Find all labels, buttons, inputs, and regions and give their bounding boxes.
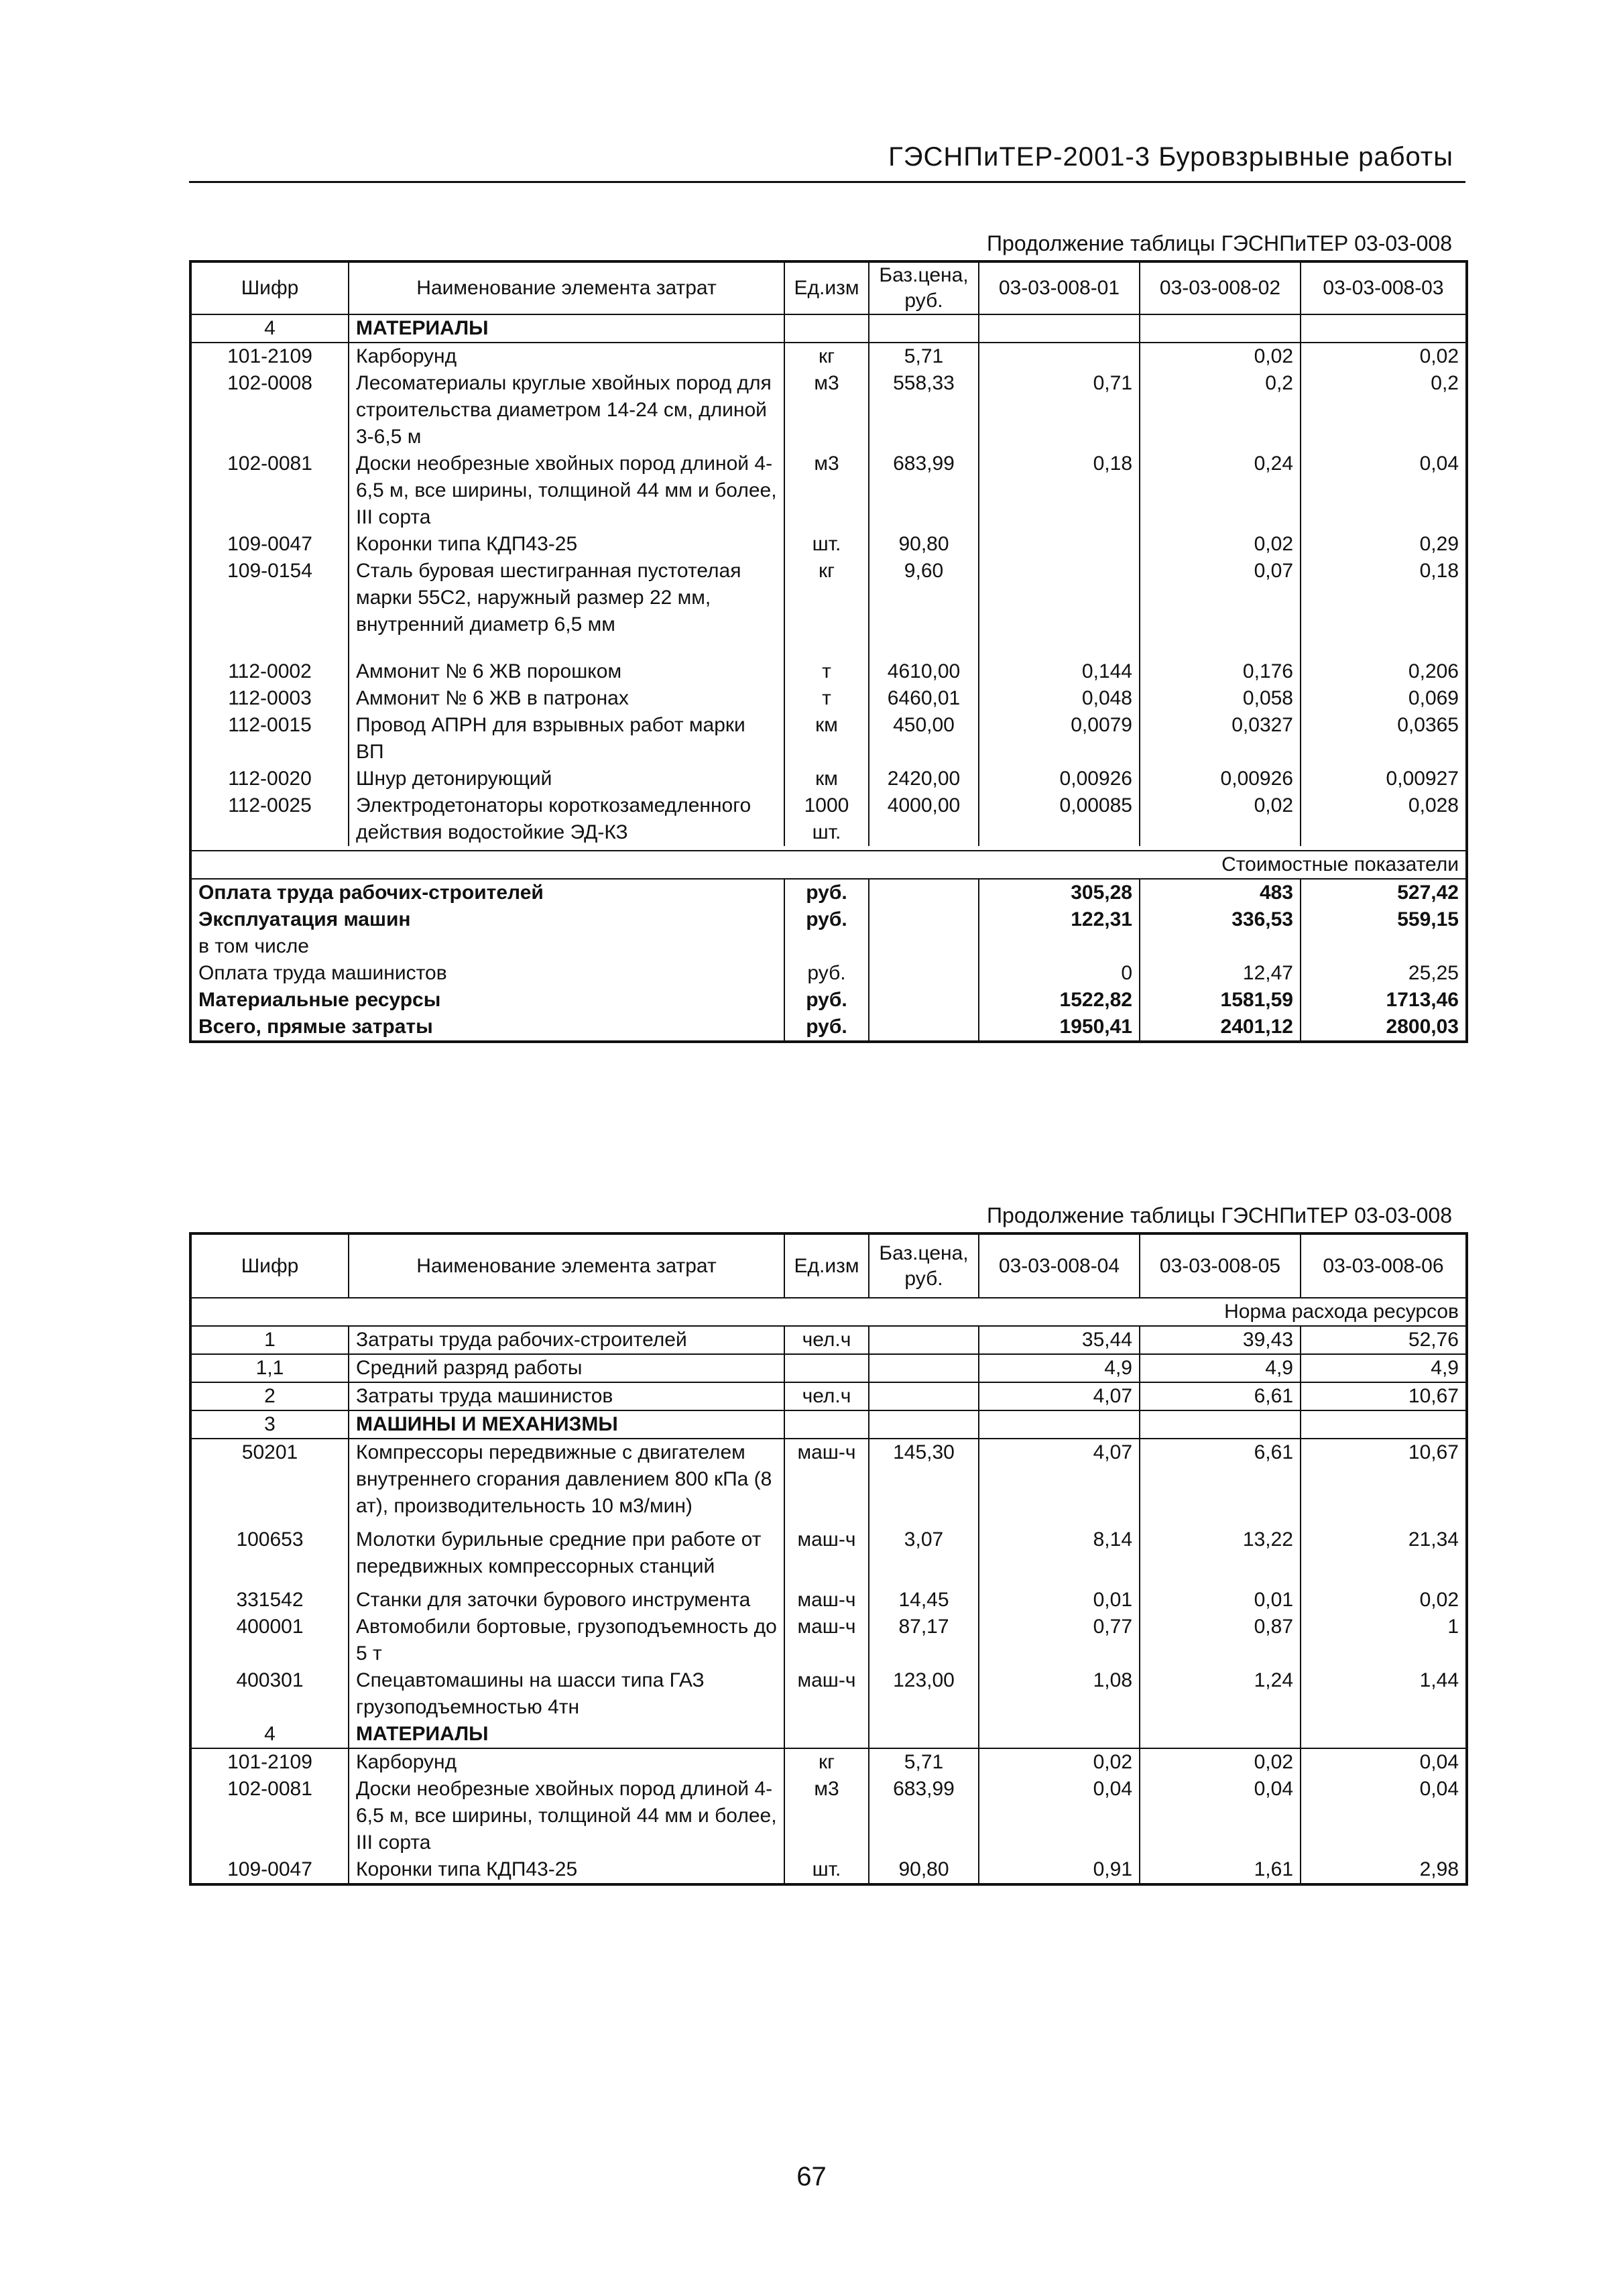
row-name: Компрессоры передвижные с двигателем внутреннего сгорания давлением 800 кПа (8 ат), производительность 10 м3/мин) xyxy=(349,1439,784,1520)
summary-unit: руб. xyxy=(784,987,869,1014)
row-price: 4000,00 xyxy=(869,792,979,846)
row-unit: 1000 шт. xyxy=(784,792,869,846)
col-header-variant-6: 03-03-008-06 xyxy=(1301,1233,1467,1298)
row-value-1: 4,07 xyxy=(979,1439,1140,1520)
row-price: 90,80 xyxy=(869,1856,979,1884)
material-row xyxy=(190,558,1467,638)
col-header-variant-2: 03-03-008-02 xyxy=(1140,261,1301,314)
row-code: 101-2109 xyxy=(227,1751,312,1773)
row-name: Коронки типа КДП43-25 xyxy=(349,531,784,558)
row-code: 102-0081 xyxy=(227,1778,312,1800)
summary-value-2: 2401,12 xyxy=(1140,1014,1301,1042)
row-price: 5,71 xyxy=(869,1748,979,1776)
row-value-3: 0,2 xyxy=(1431,372,1459,394)
row-price: 558,33 xyxy=(869,370,979,450)
row-price: 87,17 xyxy=(869,1614,979,1667)
row-value-1: 0,02 xyxy=(979,1748,1140,1776)
col-header-variant-4: 03-03-008-04 xyxy=(979,1233,1140,1298)
row-value-2: 0,02 xyxy=(1140,1748,1301,1776)
row-value-3: 10,67 xyxy=(1301,1382,1467,1410)
cost-summary-row xyxy=(190,879,1467,906)
row-price xyxy=(869,1382,979,1410)
row-value-1: 1,08 xyxy=(979,1667,1140,1721)
summary-price xyxy=(869,960,979,987)
row-unit: м3 xyxy=(784,450,869,531)
material-row xyxy=(190,531,1467,558)
row-code: 1,1 xyxy=(190,1354,349,1382)
summary-value-2 xyxy=(1140,933,1301,960)
summary-value-2: 336,53 xyxy=(1140,906,1301,933)
machine-row xyxy=(190,1614,1467,1667)
norm-band-row xyxy=(190,1298,1467,1326)
row-value-2: 13,22 xyxy=(1140,1526,1301,1580)
row-unit: кг xyxy=(784,558,869,638)
material-row xyxy=(190,766,1467,792)
row-value-2: 0,2 xyxy=(1140,370,1301,450)
row-value-2: 0,24 xyxy=(1140,450,1301,531)
row-value-3: 2,98 xyxy=(1419,1858,1459,1880)
row-value-3: 0,069 xyxy=(1408,687,1459,709)
summary-unit: руб. xyxy=(784,1014,869,1042)
row-unit: м3 xyxy=(784,370,869,450)
row-name: Затраты труда рабочих-строителей xyxy=(349,1326,784,1354)
row-value-2: 0,01 xyxy=(1140,1587,1301,1614)
row-code: 400301 xyxy=(236,1669,304,1691)
row-value-3: 0,18 xyxy=(1419,560,1459,582)
row-code: 109-0047 xyxy=(227,533,312,555)
row-price: 14,45 xyxy=(869,1587,979,1614)
row-code: 102-0008 xyxy=(227,372,312,394)
row-value-1: 0,048 xyxy=(979,685,1140,712)
material-row xyxy=(190,1856,1467,1884)
row-value-1: 0,91 xyxy=(979,1856,1140,1884)
spacer-row xyxy=(190,1520,1467,1526)
summary-value-3: 1713,46 xyxy=(1386,989,1459,1011)
summary-label: Всего, прямые затраты xyxy=(190,1014,784,1042)
row-value-1: 0,00085 xyxy=(979,792,1140,846)
row-code: 1 xyxy=(190,1326,349,1354)
norm-band-label: Норма расхода ресурсов xyxy=(190,1298,1467,1326)
row-value-2: 0,058 xyxy=(1140,685,1301,712)
resource-table-1 xyxy=(189,260,1468,1043)
summary-value-1: 0 xyxy=(979,960,1140,987)
row-name: Аммонит № 6 ЖВ в патронах xyxy=(349,685,784,712)
row-value-2: 0,0327 xyxy=(1140,712,1301,766)
summary-label: в том числе xyxy=(190,933,784,960)
machine-row xyxy=(190,1526,1467,1580)
section-title: МАТЕРИАЛЫ xyxy=(349,1721,784,1748)
row-unit: км xyxy=(784,712,869,766)
row-price: 2420,00 xyxy=(869,766,979,792)
row-unit: т xyxy=(784,685,869,712)
row-name: Электродетонаторы короткозамедленного действия водостойкие ЭД-КЗ xyxy=(349,792,784,846)
section-row-machines xyxy=(190,1410,1467,1439)
row-price: 123,00 xyxy=(869,1667,979,1721)
row-value-1: 0,144 xyxy=(979,658,1140,685)
row-name: Автомобили бортовые, грузоподъемность до 5 т xyxy=(349,1614,784,1667)
row-value-1: 0,00926 xyxy=(979,766,1140,792)
row-code: 109-0047 xyxy=(227,1858,312,1880)
row-name: Провод АПРН для взрывных работ марки ВП xyxy=(349,712,784,766)
summary-price xyxy=(869,933,979,960)
summary-value-3: 2800,03 xyxy=(1386,1016,1459,1038)
row-value-1 xyxy=(979,531,1140,558)
row-name: Шнур детонирующий xyxy=(349,766,784,792)
row-unit: маш-ч xyxy=(784,1526,869,1580)
cost-band-row xyxy=(190,851,1467,879)
header-rule xyxy=(189,181,1465,183)
row-unit: шт. xyxy=(784,1856,869,1884)
table1-header-row xyxy=(190,261,1467,314)
cost-summary-row xyxy=(190,1014,1467,1042)
cost-summary-row xyxy=(190,987,1467,1014)
col-header-variant-3: 03-03-008-03 xyxy=(1301,261,1467,314)
row-value-3: 1,44 xyxy=(1419,1669,1459,1691)
row-value-2: 0,02 xyxy=(1140,792,1301,846)
section-title: МАТЕРИАЛЫ xyxy=(349,314,784,343)
row-unit xyxy=(784,1354,869,1382)
material-row xyxy=(190,792,1467,846)
row-value-1: 0,77 xyxy=(979,1614,1140,1667)
material-row xyxy=(190,370,1467,450)
row-name: Карборунд xyxy=(349,1748,784,1776)
row-unit: км xyxy=(784,766,869,792)
row-name: Коронки типа КДП43-25 xyxy=(349,1856,784,1884)
row-value-1: 0,0079 xyxy=(979,712,1140,766)
row-value-1: 0,01 xyxy=(979,1587,1140,1614)
material-row xyxy=(190,1776,1467,1856)
page-number: 67 xyxy=(796,2162,827,2191)
summary-value-1: 1522,82 xyxy=(979,987,1140,1014)
row-price: 9,60 xyxy=(869,558,979,638)
summary-label: Материальные ресурсы xyxy=(190,987,784,1014)
col-header-code: Шифр xyxy=(190,261,349,314)
row-price: 145,30 xyxy=(869,1439,979,1520)
row-name: Сталь буровая шестигранная пустотелая марки 55С2, наружный размер 22 мм, внутренний диаметр 6,5 мм xyxy=(349,558,784,638)
row-value-3: 0,0365 xyxy=(1397,714,1459,736)
col-header-unit: Ед.изм xyxy=(784,1233,869,1298)
row-code: 101-2109 xyxy=(227,345,312,367)
row-value-2: 0,176 xyxy=(1140,658,1301,685)
section-title: МАШИНЫ И МЕХАНИЗМЫ xyxy=(349,1410,784,1439)
material-row xyxy=(190,658,1467,685)
section-code: 4 xyxy=(190,1721,349,1748)
summary-label: Оплата труда рабочих-строителей xyxy=(190,879,784,906)
summary-price xyxy=(869,1014,979,1042)
col-header-price: Баз.цена, руб. xyxy=(869,261,979,314)
row-name: Затраты труда машинистов xyxy=(349,1382,784,1410)
row-value-3: 0,04 xyxy=(1419,452,1459,475)
row-value-3: 0,02 xyxy=(1419,345,1459,367)
row-value-2: 0,07 xyxy=(1140,558,1301,638)
cost-summary-row xyxy=(190,906,1467,933)
material-row xyxy=(190,450,1467,531)
col-header-code: Шифр xyxy=(190,1233,349,1298)
summary-unit: руб. xyxy=(784,879,869,906)
row-price xyxy=(869,1326,979,1354)
row-value-3: 0,028 xyxy=(1408,794,1459,817)
row-unit: маш-ч xyxy=(784,1667,869,1721)
row-code: 112-0002 xyxy=(228,660,312,682)
row-name: Аммонит № 6 ЖВ порошком xyxy=(349,658,784,685)
row-code: 331542 xyxy=(236,1589,304,1611)
row-value-2: 4,9 xyxy=(1140,1354,1301,1382)
spacer-row xyxy=(190,638,1467,658)
row-code: 112-0003 xyxy=(228,687,312,709)
table1-caption: Продолжение таблицы ГЭСНПиТЕР 03-03-008 xyxy=(987,231,1452,255)
row-code: 400001 xyxy=(236,1616,304,1638)
resource-table-2 xyxy=(189,1232,1468,1886)
row-price: 90,80 xyxy=(869,531,979,558)
summary-price xyxy=(869,879,979,906)
row-name: Доски необрезные хвойных пород длиной 4-6,5 м, все ширины, толщиной 44 мм и более, III сорта xyxy=(349,450,784,531)
document-header-title: ГЭСНПиТЕР-2001-3 Буровзрывные работы xyxy=(888,142,1453,172)
row-unit: маш-ч xyxy=(784,1439,869,1520)
summary-value-3: 559,15 xyxy=(1397,908,1459,930)
row-value-2: 39,43 xyxy=(1140,1326,1301,1354)
material-row xyxy=(190,685,1467,712)
row-value-3: 0,02 xyxy=(1419,1589,1459,1611)
labor-row xyxy=(190,1326,1467,1354)
row-value-3: 0,04 xyxy=(1419,1751,1459,1773)
row-value-2: 0,02 xyxy=(1140,531,1301,558)
section-code: 4 xyxy=(190,314,349,343)
row-value-3: 21,34 xyxy=(1408,1528,1459,1551)
row-price: 683,99 xyxy=(869,450,979,531)
row-value-1: 0,04 xyxy=(979,1776,1140,1856)
summary-value-2: 1581,59 xyxy=(1140,987,1301,1014)
row-value-3: 52,76 xyxy=(1301,1326,1467,1354)
row-name: Лесоматериалы круглые хвойных пород для строительства диаметром 14-24 см, длиной 3-6,5 м xyxy=(349,370,784,450)
summary-price xyxy=(869,987,979,1014)
summary-unit xyxy=(784,933,869,960)
col-header-unit: Ед.изм xyxy=(784,261,869,314)
row-code: 112-0015 xyxy=(228,714,312,736)
summary-value-1: 305,28 xyxy=(979,879,1140,906)
summary-value-1: 1950,41 xyxy=(979,1014,1140,1042)
row-value-1: 35,44 xyxy=(979,1326,1140,1354)
row-value-2: 0,04 xyxy=(1140,1776,1301,1856)
summary-label: Эксплуатация машин xyxy=(190,906,784,933)
row-unit: чел.ч xyxy=(784,1326,869,1354)
row-code: 102-0081 xyxy=(227,452,312,475)
row-unit: чел.ч xyxy=(784,1382,869,1410)
row-code: 109-0154 xyxy=(227,560,312,582)
row-value-3: 0,00927 xyxy=(1386,768,1459,790)
row-code: 2 xyxy=(190,1382,349,1410)
col-header-name: Наименование элемента затрат xyxy=(349,1233,784,1298)
material-row xyxy=(190,712,1467,766)
row-price: 450,00 xyxy=(869,712,979,766)
row-unit: т xyxy=(784,658,869,685)
row-value-2: 0,02 xyxy=(1140,343,1301,370)
row-price: 5,71 xyxy=(869,343,979,370)
cost-summary-row xyxy=(190,960,1467,987)
summary-unit: руб. xyxy=(784,906,869,933)
row-name: Спецавтомашины на шасси типа ГАЗ грузоподъемностью 4тн xyxy=(349,1667,784,1721)
row-price: 683,99 xyxy=(869,1776,979,1856)
summary-value-2: 12,47 xyxy=(1140,960,1301,987)
labor-row xyxy=(190,1382,1467,1410)
row-price: 3,07 xyxy=(869,1526,979,1580)
row-value-1: 4,07 xyxy=(979,1382,1140,1410)
row-value-2: 6,61 xyxy=(1140,1439,1301,1520)
row-price: 4610,00 xyxy=(869,658,979,685)
row-price xyxy=(869,1354,979,1382)
machine-row xyxy=(190,1439,1467,1520)
summary-value-3: 527,42 xyxy=(1397,882,1459,904)
row-unit: кг xyxy=(784,343,869,370)
row-unit: маш-ч xyxy=(784,1614,869,1667)
col-header-price: Баз.цена, руб. xyxy=(869,1233,979,1298)
labor-row xyxy=(190,1354,1467,1382)
row-code: 112-0020 xyxy=(228,768,312,790)
row-name: Доски необрезные хвойных пород длиной 4-6,5 м, все ширины, толщиной 44 мм и более, III сорта xyxy=(349,1776,784,1856)
col-header-name: Наименование элемента затрат xyxy=(349,261,784,314)
table2-caption: Продолжение таблицы ГЭСНПиТЕР 03-03-008 xyxy=(987,1203,1452,1227)
summary-value-3: 25,25 xyxy=(1408,962,1459,984)
summary-value-3 xyxy=(1301,933,1467,960)
row-value-2: 0,87 xyxy=(1140,1614,1301,1667)
table2-header-row xyxy=(190,1233,1467,1298)
row-code: 100653 xyxy=(236,1528,304,1551)
row-value-1 xyxy=(979,343,1140,370)
row-value-1: 0,71 xyxy=(979,370,1140,450)
row-value-1: 8,14 xyxy=(979,1526,1140,1580)
row-unit: кг xyxy=(784,1748,869,1776)
row-price: 6460,01 xyxy=(869,685,979,712)
summary-value-1: 122,31 xyxy=(979,906,1140,933)
summary-price xyxy=(869,906,979,933)
summary-label: Оплата труда машинистов xyxy=(190,960,784,987)
row-value-3: 0,04 xyxy=(1419,1778,1459,1800)
machine-row xyxy=(190,1587,1467,1614)
row-name: Карборунд xyxy=(349,343,784,370)
summary-value-1 xyxy=(979,933,1140,960)
summary-value-2: 483 xyxy=(1140,879,1301,906)
col-header-variant-1: 03-03-008-01 xyxy=(979,261,1140,314)
row-value-2: 1,61 xyxy=(1140,1856,1301,1884)
row-value-2: 6,61 xyxy=(1140,1382,1301,1410)
section-row-materials xyxy=(190,1721,1467,1748)
row-value-2: 0,00926 xyxy=(1140,766,1301,792)
row-name: Молотки бурильные средние при работе от передвижных компрессорных станций xyxy=(349,1526,784,1580)
row-value-1 xyxy=(979,558,1140,638)
row-name: Средний разряд работы xyxy=(349,1354,784,1382)
row-name: Станки для заточки бурового инструмента xyxy=(349,1587,784,1614)
material-row xyxy=(190,1748,1467,1776)
row-unit: шт. xyxy=(784,531,869,558)
row-value-3: 0,29 xyxy=(1419,533,1459,555)
row-unit: м3 xyxy=(784,1776,869,1856)
col-header-variant-5: 03-03-008-05 xyxy=(1140,1233,1301,1298)
material-row xyxy=(190,343,1467,370)
summary-unit: руб. xyxy=(784,960,869,987)
spacer-row xyxy=(190,1580,1467,1587)
row-value-3: 0,206 xyxy=(1408,660,1459,682)
row-code: 50201 xyxy=(241,1441,298,1463)
cost-band-label: Стоимостные показатели xyxy=(190,851,1467,879)
row-unit: маш-ч xyxy=(784,1587,869,1614)
section-row xyxy=(190,314,1467,343)
row-value-3: 4,9 xyxy=(1301,1354,1467,1382)
row-value-3: 10,67 xyxy=(1408,1441,1459,1463)
row-value-2: 1,24 xyxy=(1140,1667,1301,1721)
machine-row xyxy=(190,1667,1467,1721)
cost-summary-row xyxy=(190,933,1467,960)
row-value-1: 4,9 xyxy=(979,1354,1140,1382)
row-value-1: 0,18 xyxy=(979,450,1140,531)
row-value-3: 1 xyxy=(1447,1616,1459,1638)
section-code: 3 xyxy=(190,1410,349,1439)
row-code: 112-0025 xyxy=(228,794,312,817)
